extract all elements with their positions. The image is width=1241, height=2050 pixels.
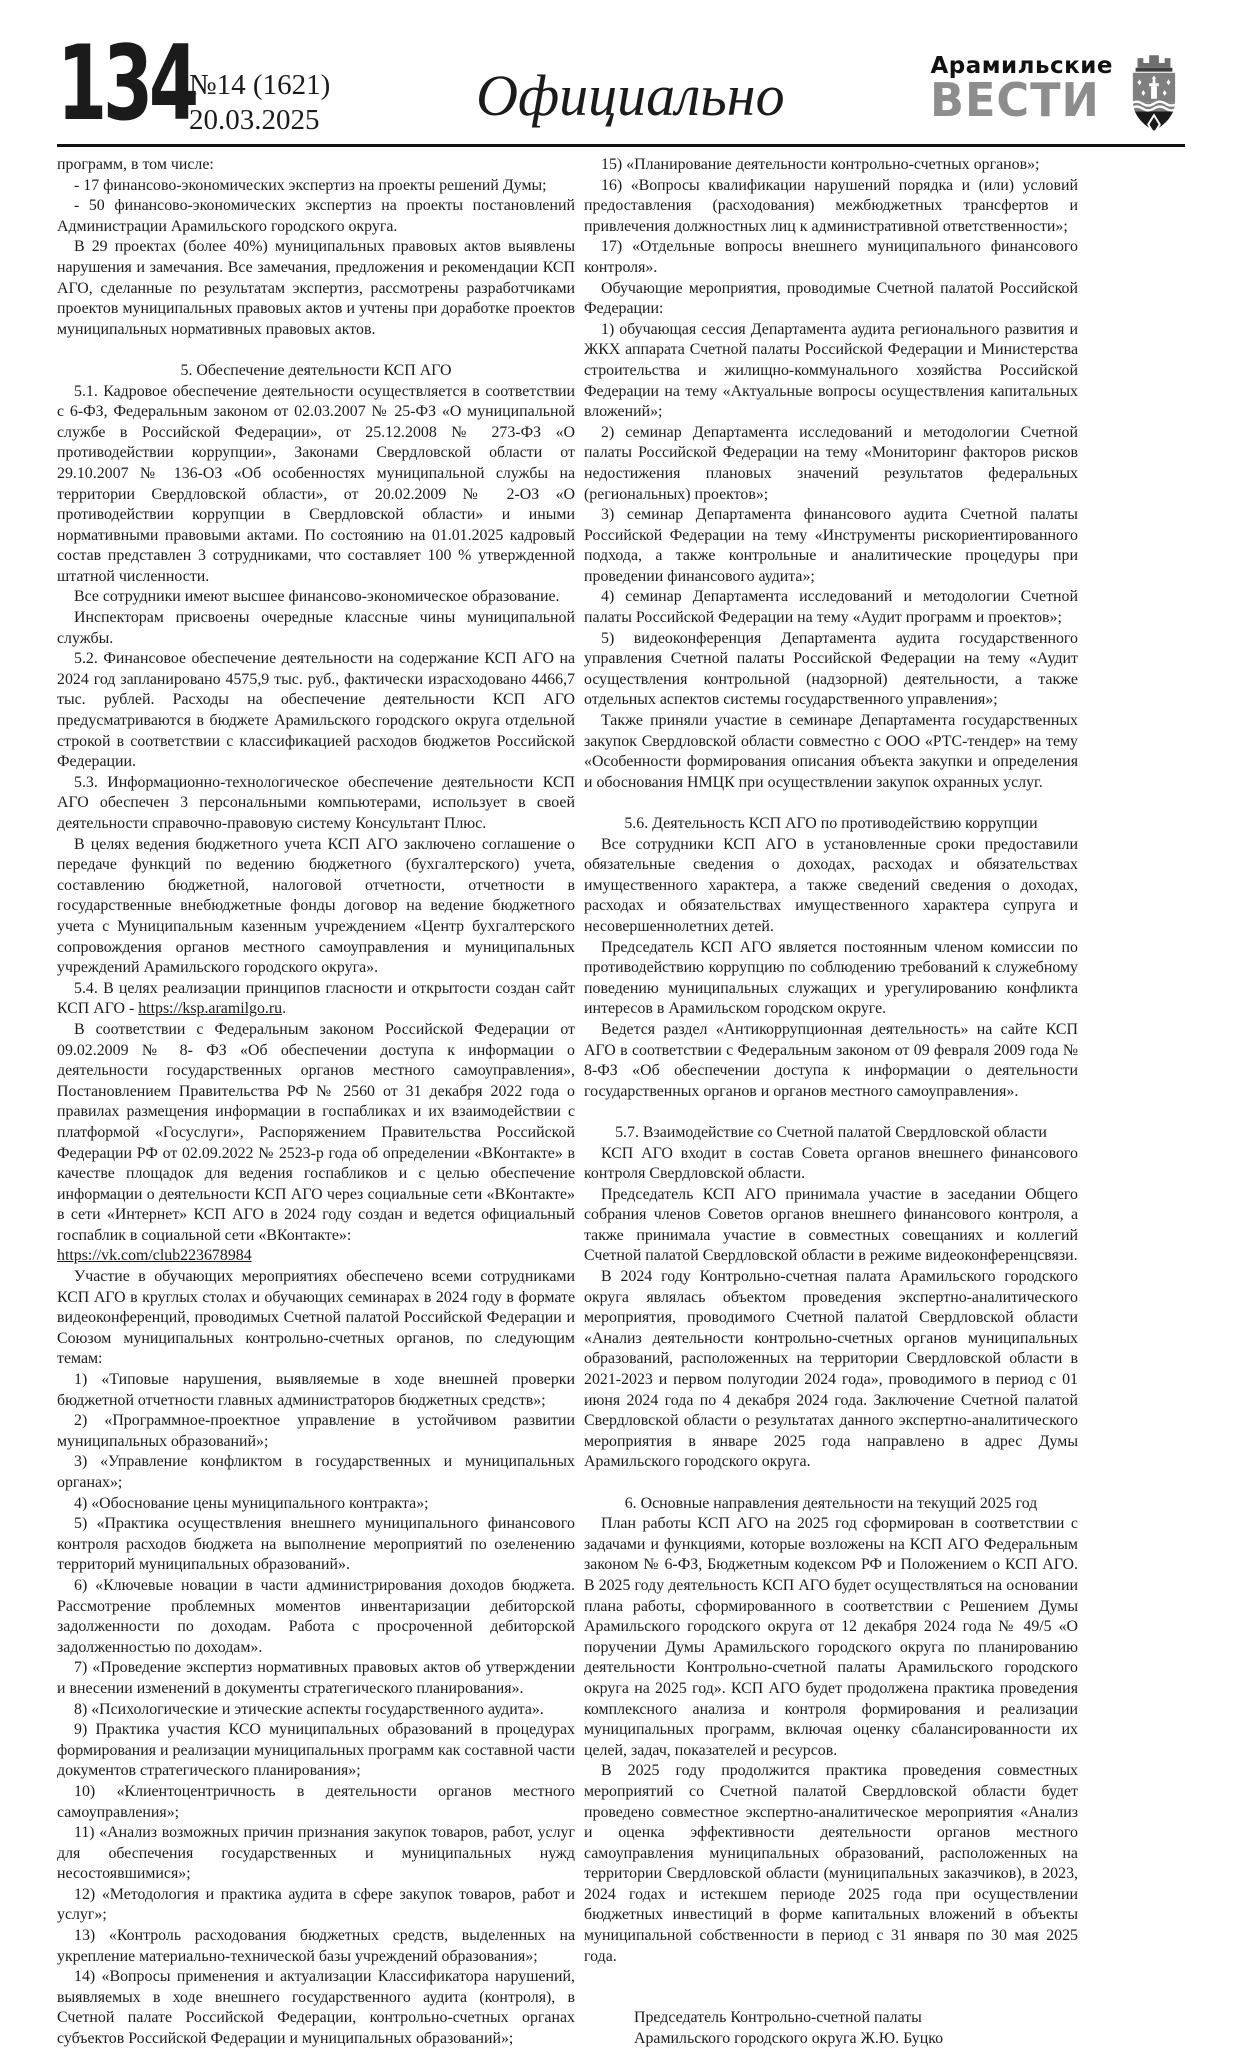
paragraph: Все сотрудники имеют высшее финансово-экономическое образование. xyxy=(74,588,560,606)
brand-name-bottom: ВЕСТИ xyxy=(930,73,1101,127)
brand-text xyxy=(930,46,1113,127)
paragraph: 5) видеоконференция Департамента аудита государственного управления Счетной палаты Российской Федерации на тему «Аудит осуществления контрольной (надзорной) деятельности, а также отдельных аспектов системы государственного управления»; xyxy=(584,629,1078,709)
section-heading: 5.7. Взаимодействие со Счетной палатой Свердловской области xyxy=(615,1123,1047,1141)
paragraph: Инспекторам присвоены очередные классные чины муниципальной службы. xyxy=(57,609,575,647)
paragraph: В 2025 году продолжится практика проведения совместных мероприятий со Счетной палатой Свердловской области будет проведено совместное экспертно-аналитическое мероприятия «Анализ и оценка эффективности деятельности органов местного самоуправления муниципальных образований, расположенных на территории Свердловской области (муниципальных заказчиков), в 2023, 2024 годах и истекшем периоде 2025 года при осуществлении бюджетных инвестиций в форме капитальных вложений в объекты муниципальной собственности в период с 31 января по 30 мая 2025 года. xyxy=(584,1762,1078,1965)
paragraph: 5) «Практика осуществления внешнего муниципального финансового контроля расходов бюджета на выполнение мероприятий по озеленению территорий муниципальных образований». xyxy=(57,1515,575,1574)
paragraph: 5.1. Кадровое обеспечение деятельности осуществляется в соответствии с 6-ФЗ, Федеральным законом от 02.03.2007 № 25-ФЗ «О муниципальной службе в Российской Федерации», от 25.12.2008 № 273-ФЗ «О противодействии коррупции», Законами Свердловской области от 29.10.2007 № 136-ОЗ «Об особенностях муниципальной службы на территории Свердловской области», от 20.02.2009 № 2-ОЗ «О противодействии коррупции в Свердловской области» и иными нормативными правовыми актами. По состоянию на 01.01.2025 кадровый состав представлен 3 сотрудниками, что составляет 100 % утвержденной штатной численности. xyxy=(57,382,575,585)
paragraph: программ, в том числе: xyxy=(57,156,214,173)
paragraph: 8) «Психологические и этические аспекты государственного аудита». xyxy=(74,1700,544,1718)
newspaper-brand xyxy=(930,40,1185,138)
paragraph: 12) «Методология и практика аудита в сфере закупок товаров, работ и услуг»; xyxy=(57,1885,575,1924)
paragraph: КСП АГО входит в состав Совета органов внешнего финансового контроля Свердловской области. xyxy=(584,1144,1078,1183)
paragraph: 5.2. Финансовое обеспечение деятельности на содержание КСП АГО на 2024 год запланировано 4575,9 тыс. руб., фактически израсходовано 4466,7 тыс. рублей. Расходы на обеспечение деятельности КСП АГО предусматриваются в бюджете Арамильского городского округа отдельной строкой в соответствии с классификацией расходов бюджетов Российской Федерации. xyxy=(57,650,575,771)
paragraph: - 17 финансово-экономических экспертиз на проекты решений Думы; xyxy=(74,176,547,194)
signature-line: Арамильского городского округа Ж.Ю. Буцко xyxy=(634,2029,944,2047)
paragraph: Участие в обучающих мероприятиях обеспечено всеми сотрудниками КСП АГО в круглых столах и обучающих семинарах в 2024 году в формате видеоконференций, проводимых Счетной палатой Российской Федерации и Союзом муниципальных контрольно-счетных органов, по следующим темам: xyxy=(57,1268,575,1368)
paragraph: 5.4. В целях реализации принципов гласности и открытости создан сайт КСП АГО - https://ksp.aramilgo.ru. xyxy=(57,979,575,1018)
paragraph: 10) «Клиентоцентричность в деятельности органов местного самоуправления»; xyxy=(57,1782,575,1821)
paragraph xyxy=(57,1246,575,1267)
paragraph: 17) «Отдельные вопросы внешнего муниципального финансового контроля». xyxy=(584,238,1078,276)
paragraph: 7) «Проведение экспертиз нормативных правовых актов об утверждении и внесении изменений в документы стратегического планирования». xyxy=(57,1659,575,1697)
left-column xyxy=(57,155,575,2050)
city-crest-icon xyxy=(1123,46,1185,138)
paragraph: 6) «Ключевые новации в части администрирования доходов бюджета. Рассмотрение проблемных моментов инвентаризации дебиторской задолженности по доходам. Работа с просроченной дебиторской задолженностью по доходам». xyxy=(57,1576,575,1656)
paragraph: 5.3. Информационно-технологическое обеспечение деятельности КСП АГО обеспечен 3 персональными компьютерами, использует в своей деятельности справочно-правовую систему Консультант Плюс. xyxy=(57,773,575,832)
page-number-block xyxy=(57,24,195,144)
brand-name-top: Арамильские xyxy=(930,53,1113,79)
hyperlink[interactable]: https://vk.com/club223678984 xyxy=(57,1247,252,1265)
hyperlink[interactable]: https://ksp.aramilgo.ru xyxy=(138,1000,283,1018)
section-title: Официально xyxy=(476,63,785,128)
paragraph: 2) «Программное-проектное управление в устойчивом развитии муниципальных образований»; xyxy=(57,1412,575,1450)
issue-block xyxy=(189,40,330,138)
paragraph: 2) семинар Департамента исследований и методологии Счетной палаты Российской Федерации на тему «Мониторинг факторов рисков недостижения плановых значений результатов федеральных (региональных) проектов»; xyxy=(584,423,1078,503)
paragraph: 4) «Обоснование цены муниципального контракта»; xyxy=(74,1494,429,1512)
section-heading: 6. Основные направления деятельности на текущий 2025 год xyxy=(624,1494,1038,1512)
section-heading: 5.6. Деятельность КСП АГО по противодействию коррупции xyxy=(624,815,1038,832)
masthead xyxy=(57,24,1185,144)
signature-line: Председатель Контрольно-счетной палаты xyxy=(634,2009,922,2027)
paragraph: Ведется раздел «Антикоррупционная деятельность» на сайте КСП АГО в соответствии с Федеральным законом от 09 февраля 2009 года № 8-ФЗ «Об обеспечении доступа к информации о деятельности государственных органов и органов местного самоуправления». xyxy=(584,1020,1078,1100)
paragraph: Председатель КСП АГО принимала участие в заседании Общего собрания членов Советов органов внешнего финансового контроля, а также принимала участие в совместных совещаниях и коллегий Счетной палатой Свердловской области в режиме видеоконференцсвязи. xyxy=(584,1185,1078,1265)
paragraph: 1) обучающая сессия Департамента аудита регионального развития и ЖКХ аппарата Счетной палаты Российской Федерации и Министерства строительства и жилищно-коммунального хозяйства Российской Федерации на тему «Актуальные вопросы осуществления капитальных вложений»; xyxy=(584,320,1078,421)
paragraph: 11) «Анализ возможных причин признания закупок товаров, работ, услуг для обеспечения государственных и муниципальных нужд несостоявшимися»; xyxy=(57,1824,575,1883)
header-divider xyxy=(57,144,1185,147)
paragraph: Председатель КСП АГО является постоянным членом комиссии по противодействию коррупцию по соблюдению требований к служебному поведению муниципальных служащих и урегулированию конфликта интересов в Арамильском городском округе. xyxy=(584,938,1078,1018)
paragraph: В соответствии с Федеральным законом Российской Федерации от 09.02.2009 № 8- ФЗ «Об обеспечении доступа к информации о деятельности государственных органов местного самоуправления», Постановлением Правительства РФ № 2560 от 31 декабря 2022 года о правилах размещения информации в госпабликах и их взаимодействии с платформой «Госуслуги», Распоряжением Правительства Российской Федерации РФ от 02.09.2022 № 2523-р года об определении «ВКонтакте» в качестве площадок для ведения госпабликов и с целью обеспечение информации о деятельности КСП АГО через социальные сети «ВКонтакте» в сети «Интернет» КСП АГО в 2024 году создан и ведется официальный госпаблик в социальной сети «ВКонтакте»: xyxy=(57,1020,575,1244)
paragraph: 3) «Управление конфликтом в государственных и муниципальных органах»; xyxy=(57,1453,575,1491)
paragraph: Все сотрудники КСП АГО в установленные сроки предоставили обязательные сведения о доходах, расходах и обязательствах имущественного характера, а также сведений сведения о доходах, расходах и обязательствах имущественного характера супруга и несовершеннолетних детей. xyxy=(584,835,1078,935)
issue-number: №14 (1621) xyxy=(189,69,331,101)
right-column xyxy=(584,155,1078,2050)
paragraph: В целях ведения бюджетного учета КСП АГО заключено соглашение о передаче функций по ведению бюджетного (бухгалтерского) учета, составлению бюджетной, налоговой отчетности, отчетности в государственные внебюджетные фонды договор на ведение бюджетного учета с Муниципальным казенным учреждением «Центр бухгалтерского сопровождения органов местного самоуправления и муниципальных учреждений Арамильского городского округа». xyxy=(57,835,575,977)
paragraph: Обучающие мероприятия, проводимые Счетной палатой Российской Федерации: xyxy=(584,279,1078,318)
paragraph: 3) семинар Департамента финансового аудита Счетной палаты Российской Федерации на тему «Инструменты рискориентированного подхода, а также контрольные и аналитические процедуры при проведении финансового аудита»; xyxy=(584,506,1078,585)
paragraph: 15) «Планирование деятельности контрольно-счетных органов»; xyxy=(601,156,1040,173)
issue-date: 20.03.2025 xyxy=(189,104,320,136)
section-heading: 5. Обеспечение деятельности КСП АГО xyxy=(180,361,452,379)
paragraph: В 2024 году Контрольно-счетная палата Арамильского городского округа являлась объектом проведения экспертно-аналитического мероприятия, проводимого Счетной палатой Свердловской области «Анализ деятельности контрольно-счетных органов муниципальных образований, расположенных на территории Свердловской области в 2021-2023 и первом полугодии 2024 года», проводимого в период с 01 июня 2024 года по 4 декабря 2024 года. Заключение Счетной палатой Свердловской области о результатах данного экспертно-аналитического мероприятия в январе 2025 года направлено в адрес Думы Арамильского городского округа. xyxy=(584,1268,1078,1471)
paragraph: 16) «Вопросы квалификации нарушений порядка и (или) условий предоставления (расходования) межбюджетных трансфертов и привлечения должностных лиц к административной ответственности»; xyxy=(584,176,1078,235)
paragraph: - 50 финансово-экономических экспертиз на проекты постановлений Администрации Арамильского городского округа. xyxy=(57,197,575,235)
paragraph: В 29 проектах (более 40%) муниципальных правовых актов выявлены нарушения и замечания. Все замечания, предложения и рекомендации КСП АГО, сделанные по результатам экспертиз, рассмотрены разработчиками проектов муниципальных правовых актов и учтены при доработке проектов муниципальных нормативных правовых актов. xyxy=(57,238,575,338)
column-gutter xyxy=(575,155,584,2050)
paragraph: 13) «Контроль расходования бюджетных средств, выделенных на укрепление материально-технической базы учреждений образования»; xyxy=(57,1927,575,1965)
paragraph: 14) «Вопросы применения и актуализации Классификатора нарушений, выявляемых в ходе внешнего государственного аудита (контроля), в Счетной палате Российской Федерации, контрольно-счетных органах субъектов Российской Федерации и муниципальных образований»; xyxy=(57,1968,575,2048)
page-number: 134 xyxy=(57,24,195,144)
paragraph: 4) семинар Департамента исследований и методологии Счетной палаты Российской Федерации на тему «Аудит программ и проектов»; xyxy=(584,588,1078,627)
article-body xyxy=(57,155,1185,2050)
paragraph: 9) Практика участия КСО муниципальных образований в процедурах формирования и реализации муниципальных программ как составной части документов стратегического планирования»; xyxy=(57,1721,575,1780)
paragraph: 1) «Типовые нарушения, выявляемые в ходе внешней проверки бюджетной отчетности главных администраторов бюджетных средств»; xyxy=(57,1371,575,1409)
paragraph: Также приняли участие в семинаре Департамента государственных закупок Свердловской области совместно с ООО «РТС-тендер» на тему «Особенности формирования описания объекта закупки и определения и обоснования НМЦК при осуществлении закупок охранных услуг. xyxy=(584,712,1078,791)
paragraph: План работы КСП АГО на 2025 год сформирован в соответствии с задачами и функциями, которые возложены на КСП АГО Федеральным законом № 6-ФЗ, Бюджетным кодексом РФ и Положением о КСП АГО. В 2025 году деятельность КСП АГО будет осуществляться на основании плана работы, сформированного в соответствии с Решением Думы Арамильского городского округа от 12 декабря 2024 года № 49/5 «О поручении Думы Арамильского городского округа по планированию деятельности Контрольно-счетной палаты Арамильского городского округа на 2025 год». КСП АГО будет продолжена практика проведения комплексного анализа и контроля формирования и реализации муниципальных программ, включая оценку сбалансированности их целей, задач, показателей и ресурсов. xyxy=(584,1515,1078,1759)
